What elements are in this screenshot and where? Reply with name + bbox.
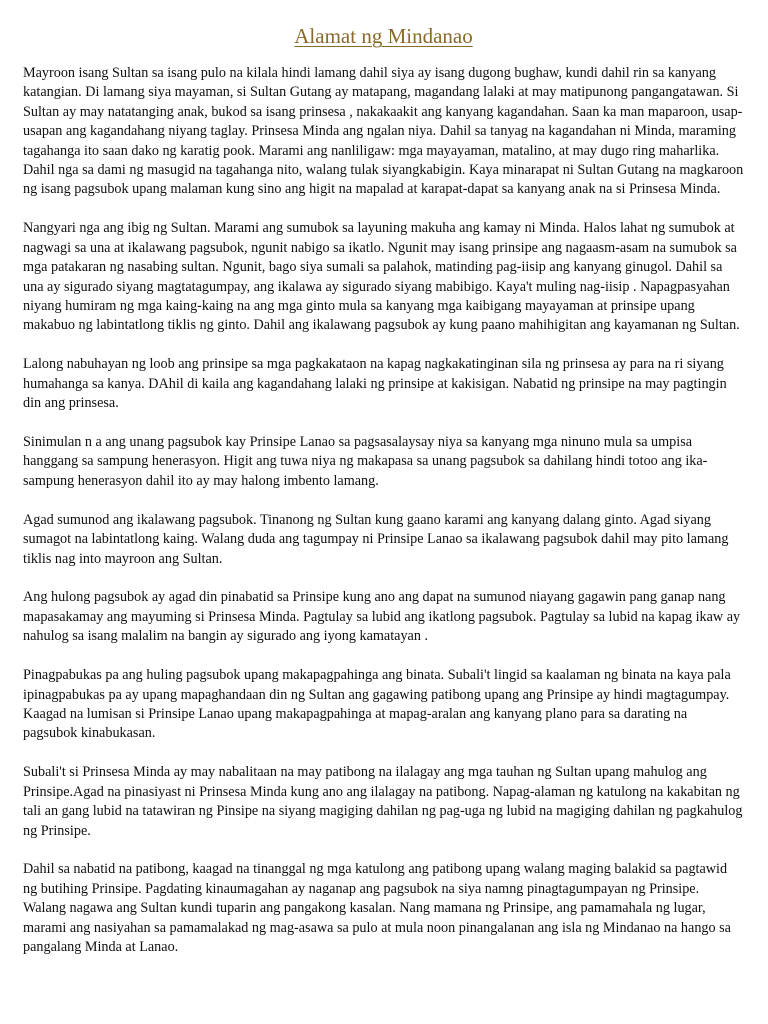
paragraph-3: Lalong nabuhayan ng loob ang prinsipe sa mga pagkakataon na kapag nagkakatinginan sila ng prinsesa ay para na ri siyang humahanga sa kanya. DAhil di kaila ang kagandahang lalaki ng prinsipe at kakisigan. Nabatid ng prinsipe na may pagtingin din ang prinsesa.	[23, 356, 727, 412]
paragraph-6: Ang hulong pagsubok ay agad din pinabatid sa Prinsipe kung ano ang dapat na sumunod niayang gagawin pang ganap nang mapasakamay ang mayuming si Prinsesa Minda. Pagtulay sa lubid ang ikatlong pagsubok. Pagtulay sa lubid na kapag ikaw ay nahulog sa isang malalim na bangin ay sigurado ang iyong kamatayan .	[23, 589, 741, 645]
paragraph-2: Nangyari nga ang ibig ng Sultan. Marami ang sumubok sa layuning makuha ang kamay ni Minda. Halos lahat ng sumubok at nagwagi sa una at ikalawang pagsubok, ngunit nabigo sa ikatlo. Ngunit may isang prinsipe ang nagaasm-asam na sumubok sa mga patakaran ng nasabing sultan. Ngunit, bago siya sumali sa palahok, matinding pag-iisip ang kanyang ginugol. Dahil sa una ay sigurado siyang magtatagumpay, ang ikalawa ay sigurado siyang mabibigo. Kaya't muling nag-iisip . Napagpasyahan niyang humiram ng mga kaing-kaing na ang mga ginto mula sa kanyang mga kaibigang mayayaman at prinsipe upang makabuo ng labintatlong tiklis ng ginto. Dahil ang ikalawang pagsubok ay kung paano mahihigitan ang kayamanan ng Sultan.	[23, 220, 740, 334]
document-body	[23, 64, 744, 957]
paragraph-5: Agad sumunod ang ikalawang pagsubok. Tinanong ng Sultan kung gaano karami ang kanyang dalang ginto. Agad siyang sumagot na labintatlong kaing. Walang duda ang tagumpay ni Prinsipe Lanao sa ikalawang pagsubok dahil may pito lamang tiklis nag into mayroon ang Sultan.	[23, 511, 729, 567]
paragraph-8: Subali't si Prinsesa Minda ay may nabalitaan na may patibong na ilalagay ang mga tauhan ng Sultan upang mahulog ang Prinsipe.Agad na pinasiyast ni Prinsesa Minda kung ano ang ilalagay na patibong. Napag-alaman ng katulong na kakabitan ng tali an gang lubid na tatawiran ng Pinsipe na siyang magiging dahilan ng pag-uga ng lubid na magiging dahilan ng pagkahulog ng Prinsipe.	[23, 764, 743, 839]
paragraph-4: Sinimulan n a ang unang pagsubok kay Prinsipe Lanao sa pagsasalaysay niya sa kanyang mga ninuno mula sa umpisa hanggang sa sampung henerasyon. Higit ang tuwa niya ng makapasa sa unang pagsubok sa dahilang hindi totoo ang ika-sampung henerasyon dahil ito ay may halong imbento lamang.	[23, 434, 708, 489]
paragraph-7: Pinagpabukas pa ang huling pagsubok upang makapagpahinga ang binata. Subali't lingid sa kaalaman ng binata na kaya pala ipinagpabukas pa ay upang mapaghandaan din ng Sultan ang gagawing patibong upang ang Prinsipe ay hindi magtagumpay. Kaagad na lumisan si Prinsipe Lanao upang makapagpahinga at mapag-aralan ang kanyang plano para sa darating na pagsubok kinabukasan.	[23, 667, 731, 742]
paragraph-1: Mayroon isang Sultan sa isang pulo na kilala hindi lamang dahil siya ay isang dugong bughaw, kundi dahil rin sa kanyang katangian. Di lamang siya mayaman, si Sultan Gutang ay matapang, magandang lalaki at may matipunong pangangatawan. Si Sultan ay may natatanging anak, bukod sa isang prinsesa , nakakaakit ang kanyang kagandahan. Saan ka man maparoon, usap-usapan ang kagandahang niyang taglay. Prinsesa Minda ang ngalan niya. Dahil sa tanyag na kagandahan ni Minda, maraming tagahanga ito saan dako ng karatig pook. Marami ang nanliligaw: mga mayayaman, matalino, at may dugo ring maharlika. Dahil nga sa dami ng masugid na tagahanga nito, walang tulak siyangkabigin. Kaya minarapat ni Sultan Gutang na magkaroon ng isang pagsubok upang malaman kung sino ang higit na mapalad at karapat-dapat sa kanyang anak na si Prinsesa Minda.	[23, 65, 744, 198]
document-title: Alamat ng Mindanao	[294, 24, 473, 48]
paragraph-9: Dahil sa nabatid na patibong, kaagad na tinanggal ng mga katulong ang patibong upang walang maging balakid sa pagtawid ng butihing Prinsipe. Pagdating kinaumagahan ay naganap ang pagsubok na siya namng pinagtagumpayan ng Prinsipe. Walang nagawa ang Sultan kundi tuparin ang pangakong kasalan. Nang mamana ng Prinsipe, ang pamamahala ng lugar, marami ang nasiyahan sa pamamalakad ng mag-asawa sa pulo at mula noon pinangalanan ang isla ng Mindanao na hango sa pangalang Minda at Lanao.	[23, 861, 731, 956]
